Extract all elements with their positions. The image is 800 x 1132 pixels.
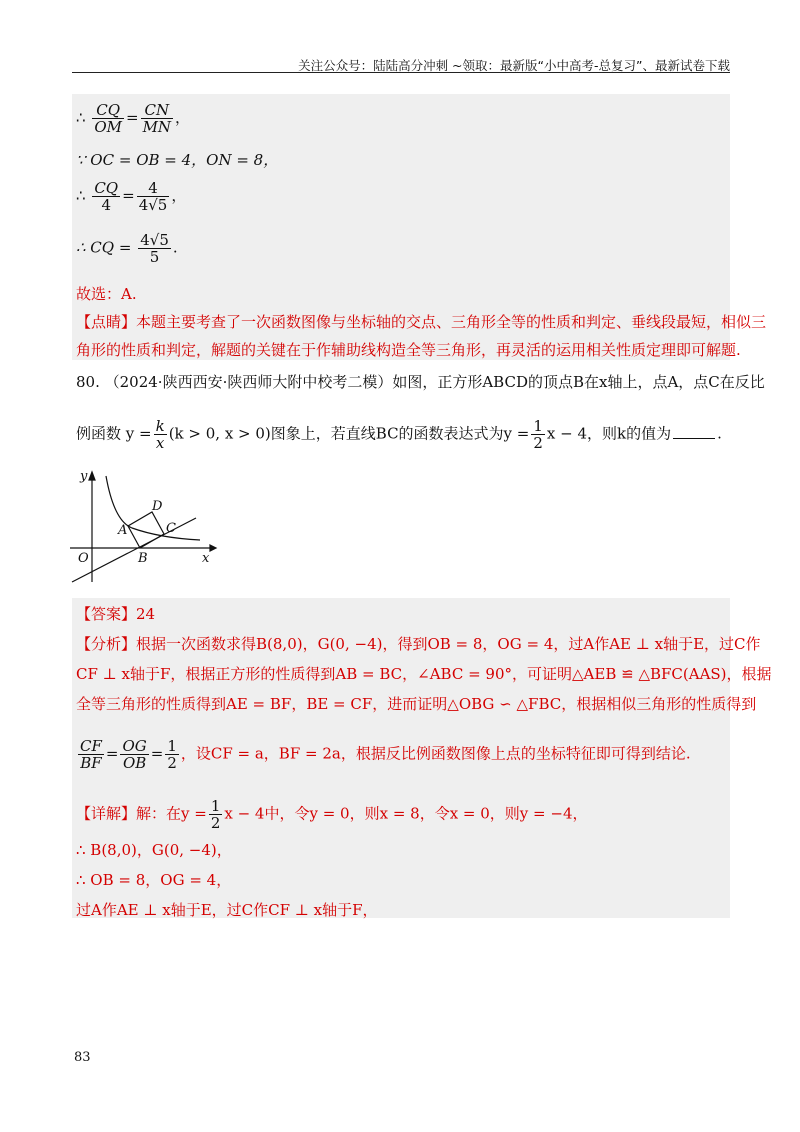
fraction: $\frac{k}{x}$ <box>155 417 165 452</box>
solution-line-3: ∴ $\frac{CQ}{4}$ = $\frac{4}{4√5}$ ， <box>76 179 187 214</box>
label-y: y <box>80 469 88 484</box>
analysis-line-3: 全等三角形的性质得到AE = BF，BE = CF，进而证明△OBG ∽ △FBC，根据相似三角形的性质得到 <box>76 695 757 713</box>
label-a: A <box>118 523 128 538</box>
problem-line-2: 例函数 y = $\frac{k}{x}$ (k > 0, x > 0)图象上，若直线BC的函数表达式为y = $\frac{1}{2}$ x − 4，则k的值为 . <box>76 417 722 452</box>
detail-line-4: 过A作AE ⊥ x轴于E，过C作CF ⊥ x轴于F， <box>76 901 378 919</box>
solution-line-2: ∵ OC = OB = 4，ON = 8， <box>76 151 279 169</box>
fraction: $\frac{4√5}{5}$ <box>140 231 169 266</box>
analysis-line-1: 【分析】根据一次函数求得B(8,0)，G(0, −4)，得到OB = 8，OG = 4，过A作AE ⊥ x轴于E，过C作 <box>76 635 761 653</box>
y-axis-arrow <box>89 472 95 480</box>
fraction: $\frac{CN}{MN}$ <box>142 101 172 136</box>
detail-line-1: 【详解】解：在y = $\frac{1}{2}$ x − 4中，令y = 0，则x = 8，令x = 0，则y = −4， <box>76 797 588 832</box>
page-number: 83 <box>74 1050 91 1065</box>
label-d: D <box>152 499 163 514</box>
geometry-figure <box>70 466 220 588</box>
line-bc <box>72 518 196 582</box>
fraction: $\frac{OG}{OB}$ <box>122 737 147 772</box>
fraction: $\frac{CF}{BF}$ <box>80 737 102 772</box>
header-rule <box>72 72 730 73</box>
fraction: $\frac{1}{2}$ <box>167 737 177 772</box>
square-abcd <box>128 512 164 548</box>
label-c: C <box>166 521 176 536</box>
answer-blank <box>673 438 715 439</box>
fraction: $\frac{1}{2}$ <box>533 417 543 452</box>
fraction: $\frac{CQ}{4}$ <box>94 179 119 214</box>
answer-line: 【答案】24 <box>76 605 156 623</box>
fraction: $\frac{4}{4√5}$ <box>138 179 168 214</box>
detail-line-3: ∴ OB = 8，OG = 4， <box>76 871 232 889</box>
fraction: $\frac{CQ}{OM}$ <box>94 101 122 136</box>
comment-line-2: 角形的性质和判定，解题的关键在于作辅助线构造全等三角形，再灵活的运用相关性质定理即可解题. <box>76 341 741 359</box>
detail-line-2: ∴ B(8,0)，G(0, −4)， <box>76 841 232 859</box>
label-b: B <box>138 551 148 566</box>
page-header: 关注公众号：陆陆高分冲刺 ~领取：最新版“小中高考-总复习”、最新试卷下载 <box>298 58 730 73</box>
choice-line: 故选：A. <box>76 285 137 303</box>
comment-line-1: 【点睛】本题主要考查了一次函数图像与坐标轴的交点、三角形全等的性质和判定、垂线段最短，相似三 <box>76 313 767 331</box>
solution-line-4: ∴ CQ = $\frac{4√5}{5}$ . <box>76 231 178 266</box>
fraction: $\frac{1}{2}$ <box>210 797 221 832</box>
x-axis-arrow <box>210 545 216 551</box>
problem-line-1: 80. （2024·陕西西安·陕西师大附中校考二模）如图，正方形ABCD的顶点B在x轴上，点A，点C在反比 <box>76 373 765 391</box>
analysis-line-4: $\frac{CF}{BF}$ = $\frac{OG}{OB}$ = $\frac{1}{2}$ ，设CF = a，BF = 2a，根据反比例函数图像上点的坐标特征即可得到结论. <box>80 737 691 772</box>
label-x: x <box>202 551 210 566</box>
therefore-symbol: ∴ <box>76 108 86 127</box>
solution-line-1: ∴ $\frac{CQ}{OM}$ = $\frac{CN}{MN}$ ， <box>76 101 191 136</box>
label-o: O <box>78 551 89 566</box>
analysis-line-2: CF ⊥ x轴于F，根据正方形的性质得到AB = BC，∠ABC = 90°，可证明△AEB ≌ △BFC(AAS)，根据 <box>76 665 772 683</box>
